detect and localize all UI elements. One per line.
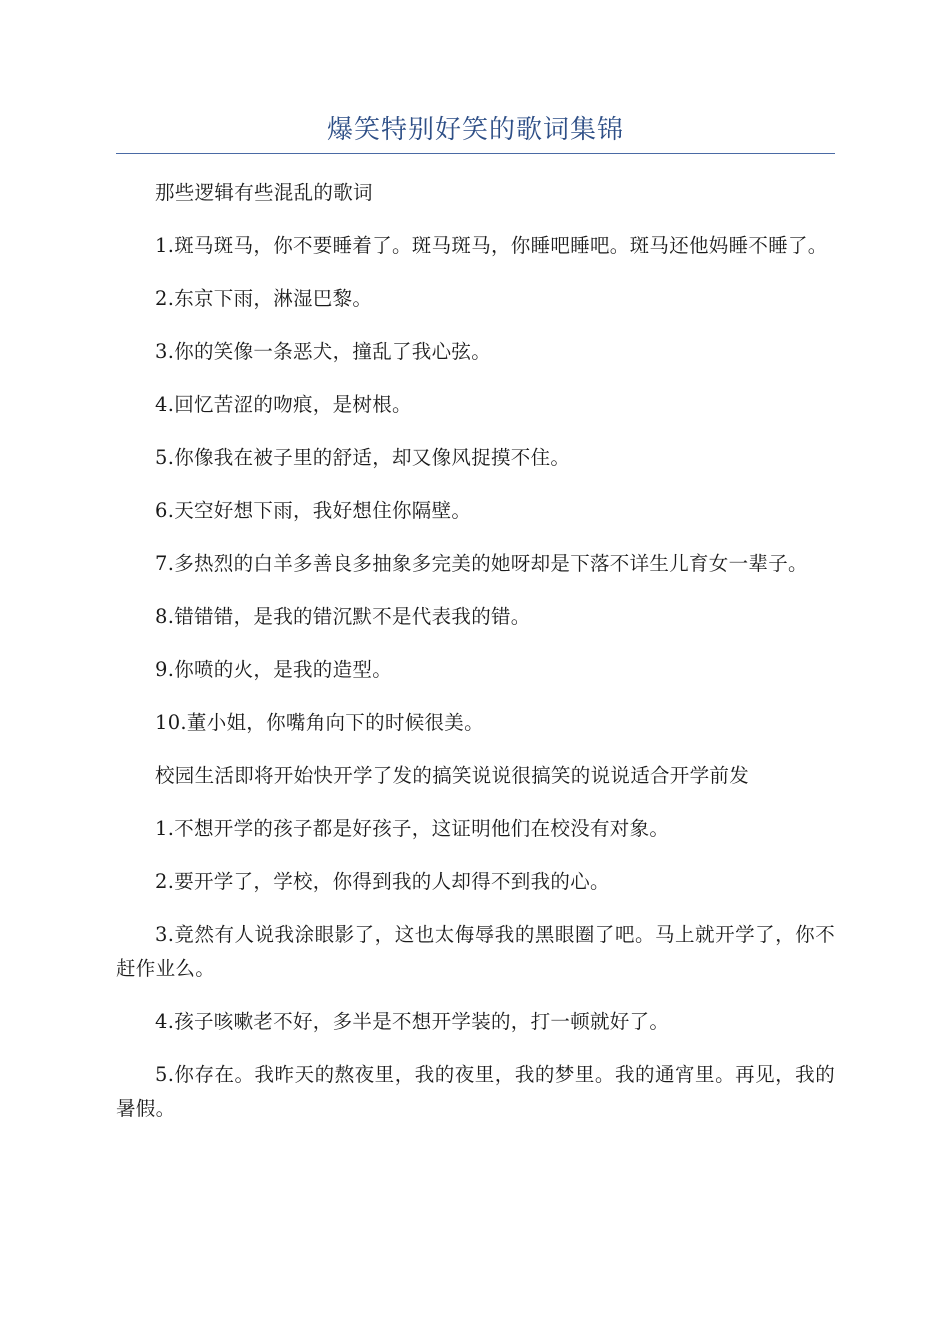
list-item: 3.你的笑像一条恶犬，撞乱了我心弦。 bbox=[155, 340, 492, 363]
list-item: 3.竟然有人说我涂眼影了，这也太侮辱我的黑眼圈了吧。马上就开学了，你不赶作业么。 bbox=[116, 923, 835, 980]
list-item: 4.孩子咳嗽老不好，多半是不想开学装的，打一顿就好了。 bbox=[155, 1010, 670, 1033]
list-item: 7.多热烈的白羊多善良多抽象多完美的她呀却是下落不详生儿育女一辈子。 bbox=[155, 552, 808, 575]
document-body bbox=[116, 176, 835, 1145]
document-title: 爆笑特别好笑的歌词集锦 bbox=[326, 115, 624, 145]
list-item: 2.东京下雨，淋湿巴黎。 bbox=[155, 287, 373, 310]
list-item: 5.你存在。我昨天的熬夜里，我的夜里，我的梦里。我的通宵里。再见，我的暑假。 bbox=[116, 1063, 835, 1120]
list-item: 6.天空好想下雨，我好想住你隔壁。 bbox=[155, 499, 472, 522]
list-item: 8.错错错，是我的错沉默不是代表我的错。 bbox=[155, 605, 531, 628]
list-item: 4.回忆苦涩的吻痕，是树根。 bbox=[155, 393, 412, 416]
title-underline bbox=[116, 153, 835, 154]
list-item: 1.不想开学的孩子都是好孩子，这证明他们在校没有对象。 bbox=[155, 817, 670, 840]
list-item: 2.要开学了，学校，你得到我的人却得不到我的心。 bbox=[155, 870, 610, 893]
list-item: 9.你喷的火，是我的造型。 bbox=[155, 658, 393, 681]
list-item: 10.董小姐，你嘴角向下的时候很美。 bbox=[155, 711, 484, 734]
section-heading-school: 校园生活即将开始快开学了发的搞笑说说很搞笑的说说适合开学前发 bbox=[155, 764, 750, 787]
section-heading-lyrics: 那些逻辑有些混乱的歌词 bbox=[155, 181, 373, 204]
list-item: 1.斑马斑马，你不要睡着了。斑马斑马，你睡吧睡吧。斑马还他妈睡不睡了。 bbox=[155, 234, 828, 257]
list-item: 5.你像我在被子里的舒适，却又像风捉摸不住。 bbox=[155, 446, 571, 469]
